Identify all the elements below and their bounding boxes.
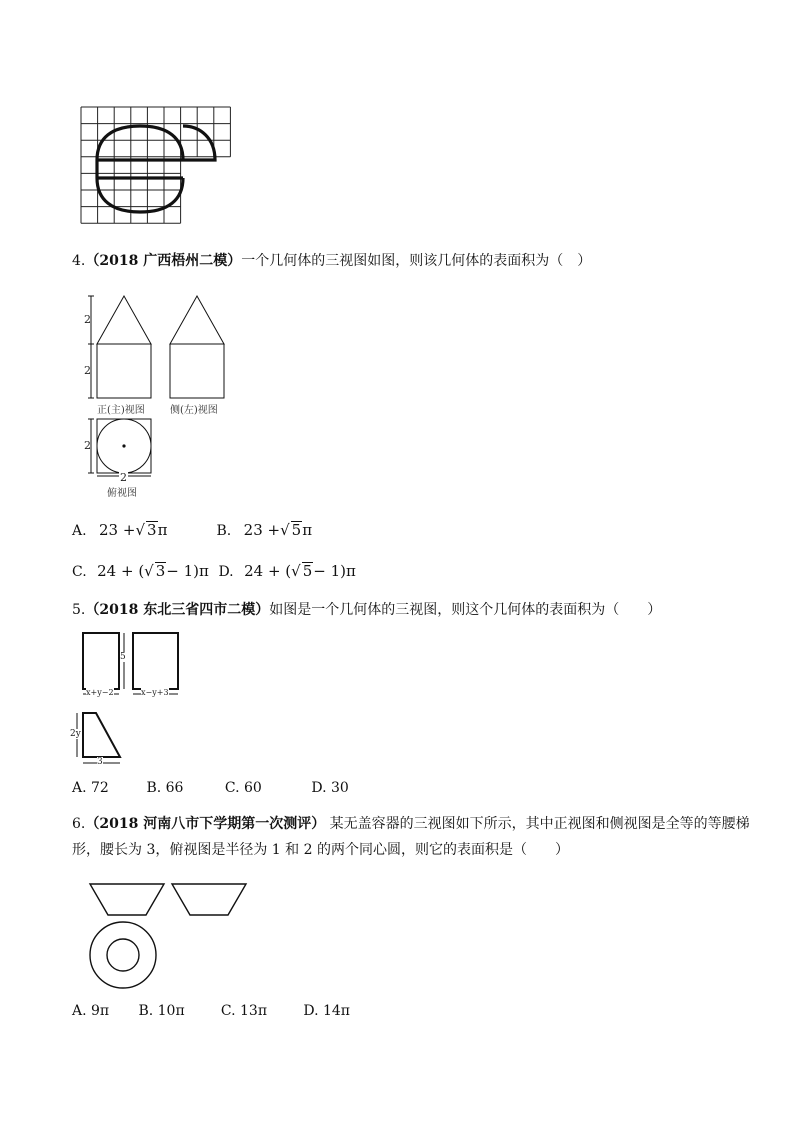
choice-a[interactable]: A. 72 [72, 780, 109, 796]
choice-c[interactable]: C. 13π [220, 1003, 268, 1019]
question-number: 4. [72, 253, 86, 269]
front-trapezoid [90, 884, 164, 915]
dim-label: 3 [97, 757, 103, 767]
choice-a[interactable]: A. 23 +√ 3π [72, 521, 168, 539]
choice-c[interactable]: C. 24 + (√ 3− 1)π [72, 562, 209, 580]
dim-label: 2 [84, 364, 91, 377]
dim-label: 2 [120, 471, 127, 484]
question-stem: 一个几何体的三视图如图，则该几何体的表面积为（ ） [241, 253, 592, 269]
front-view-caption: 正(主)视图 [97, 405, 145, 416]
choice-d[interactable]: D. 14π [303, 1003, 351, 1019]
side-trapezoid [172, 884, 246, 915]
question-stem: 某无盖容器的三视图如下所示，其中正视图和侧视图是全等的等腰梯形，腰长为 3，俯视图是半径为 1 和 2 的两个同心圆，则它的表面积是（ ） [72, 816, 750, 858]
question-source: （2018 河南八市下学期第一次测评） [85, 816, 326, 832]
choice-c[interactable]: C. 60 [224, 780, 262, 796]
choice-d[interactable]: D. 24 + (√ 5− 1)π [218, 562, 356, 580]
outer-circle [90, 922, 156, 988]
dim-label: 2y [70, 729, 81, 739]
question-stem: 如图是一个几何体的三视图，则这个几何体的表面积为（ ） [269, 602, 662, 618]
side-view-caption: 侧(左)视图 [170, 405, 218, 416]
question-source: （2018 广西梧州二模） [85, 253, 242, 269]
choice-b[interactable]: B. 23 +√ 5π [216, 521, 313, 539]
dim-label: x+y−2 [86, 688, 114, 697]
question-number: 6. [72, 816, 86, 832]
choice-b[interactable]: B. 10π [138, 1003, 185, 1019]
question-number: 5. [72, 602, 86, 618]
choice-a[interactable]: A. 9π [72, 1003, 110, 1019]
q6-choices [72, 1003, 350, 1019]
question-source: （2018 东北三省四市二模） [85, 602, 270, 618]
top-view-caption: 俯视图 [107, 488, 137, 499]
dim-label: x−y+3 [141, 688, 169, 697]
dim-label: 5 [120, 652, 126, 662]
dim-label: 2 [84, 313, 91, 326]
inner-circle [107, 939, 139, 971]
choice-d[interactable]: D. 30 [311, 780, 349, 796]
dim-label: 2 [84, 439, 91, 452]
choice-b[interactable]: B. 66 [146, 780, 184, 796]
